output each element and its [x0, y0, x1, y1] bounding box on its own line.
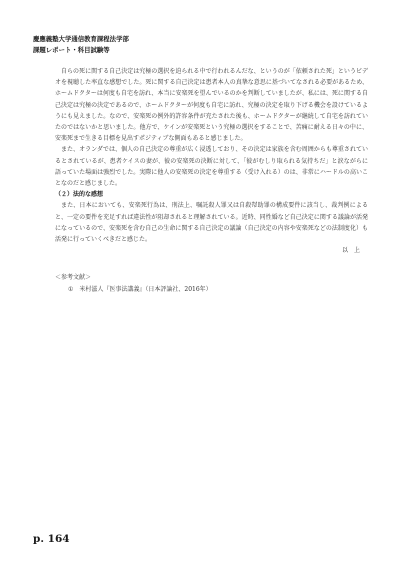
paragraph-japan-law: また、日本においても、安楽死行為は、刑法上、嘱託殺人罪又は自殺幇助罪の構成要件に該当し、裁判例によると、一定の要件を充足すれば違法性が阻却されると理解されている。近時、同性婚など自己決定に関する議論が活発になっているので、安楽死を含む自己の生命に関する自己決定の議論（自己決定の内容や安楽死などの法制度化）も活発に行っていくべきだと感じた。: [55, 202, 368, 244]
end-mark: 以上: [341, 247, 366, 255]
reference-number: ①: [68, 285, 74, 293]
paragraph-netherlands: また、オランダでは、個人の自己決定の尊重が広く浸透しており、その決定は家族を含む周囲からも尊重されているとされているが、患者ケイスの妻が、彼の安楽死の決断に対して、「彼がむしり取られる気持ちだ」と涙ながらに語っていた場面は強烈でした。実際に他人の安楽死の決定を尊重する（受け入れる）のは、非常にハードルの高いことなのだと感じました。: [55, 146, 368, 188]
references-section: [55, 272, 368, 294]
page-number: p. 164: [33, 533, 70, 545]
document-header: [33, 34, 129, 56]
reference-text: 米村滋人『医事法講義』（日本評論社、2016年）: [79, 285, 212, 293]
paragraph-video-impression: 自らの死に関する自己決定は究極の選択を迫られる中で行われるんだな、というのが「依頼された死」というビデオを視聴した率直な感想でした。死に関する自己決定は患者本人の真摯な意思に基づいてなされる必要があるため、ホームドクターは何度も自宅を訪れ、本当に安楽死を望んでいるのかを判断していましたが、私には、死に関する自己決定は究極の決定であるので、ホームドクターが何度も自宅に訪れ、究極の決定を取り下げる機会を設けているようにも見えました。なので、安楽死の例外的許容条件が充たされた後も、ホームドクターが継続して自宅を訪れていたのではないかと思いました。他方で、ケインが安楽死という究極の選択をすることで、苦痛に耐える日々の中に、安楽死まで生きる目標を見出すポジティブな側面もあると感じました。: [55, 68, 368, 143]
header-university-line: 慶應義塾大学通信教育課程法学部: [33, 35, 129, 43]
section-heading-legal: （２）法的な感想: [55, 191, 104, 199]
reference-item: [55, 284, 368, 295]
references-heading: ＜参考文献＞: [55, 274, 92, 282]
report-body: [55, 66, 368, 295]
header-assignment-line: 課題レポート・科目試験等: [33, 46, 110, 54]
